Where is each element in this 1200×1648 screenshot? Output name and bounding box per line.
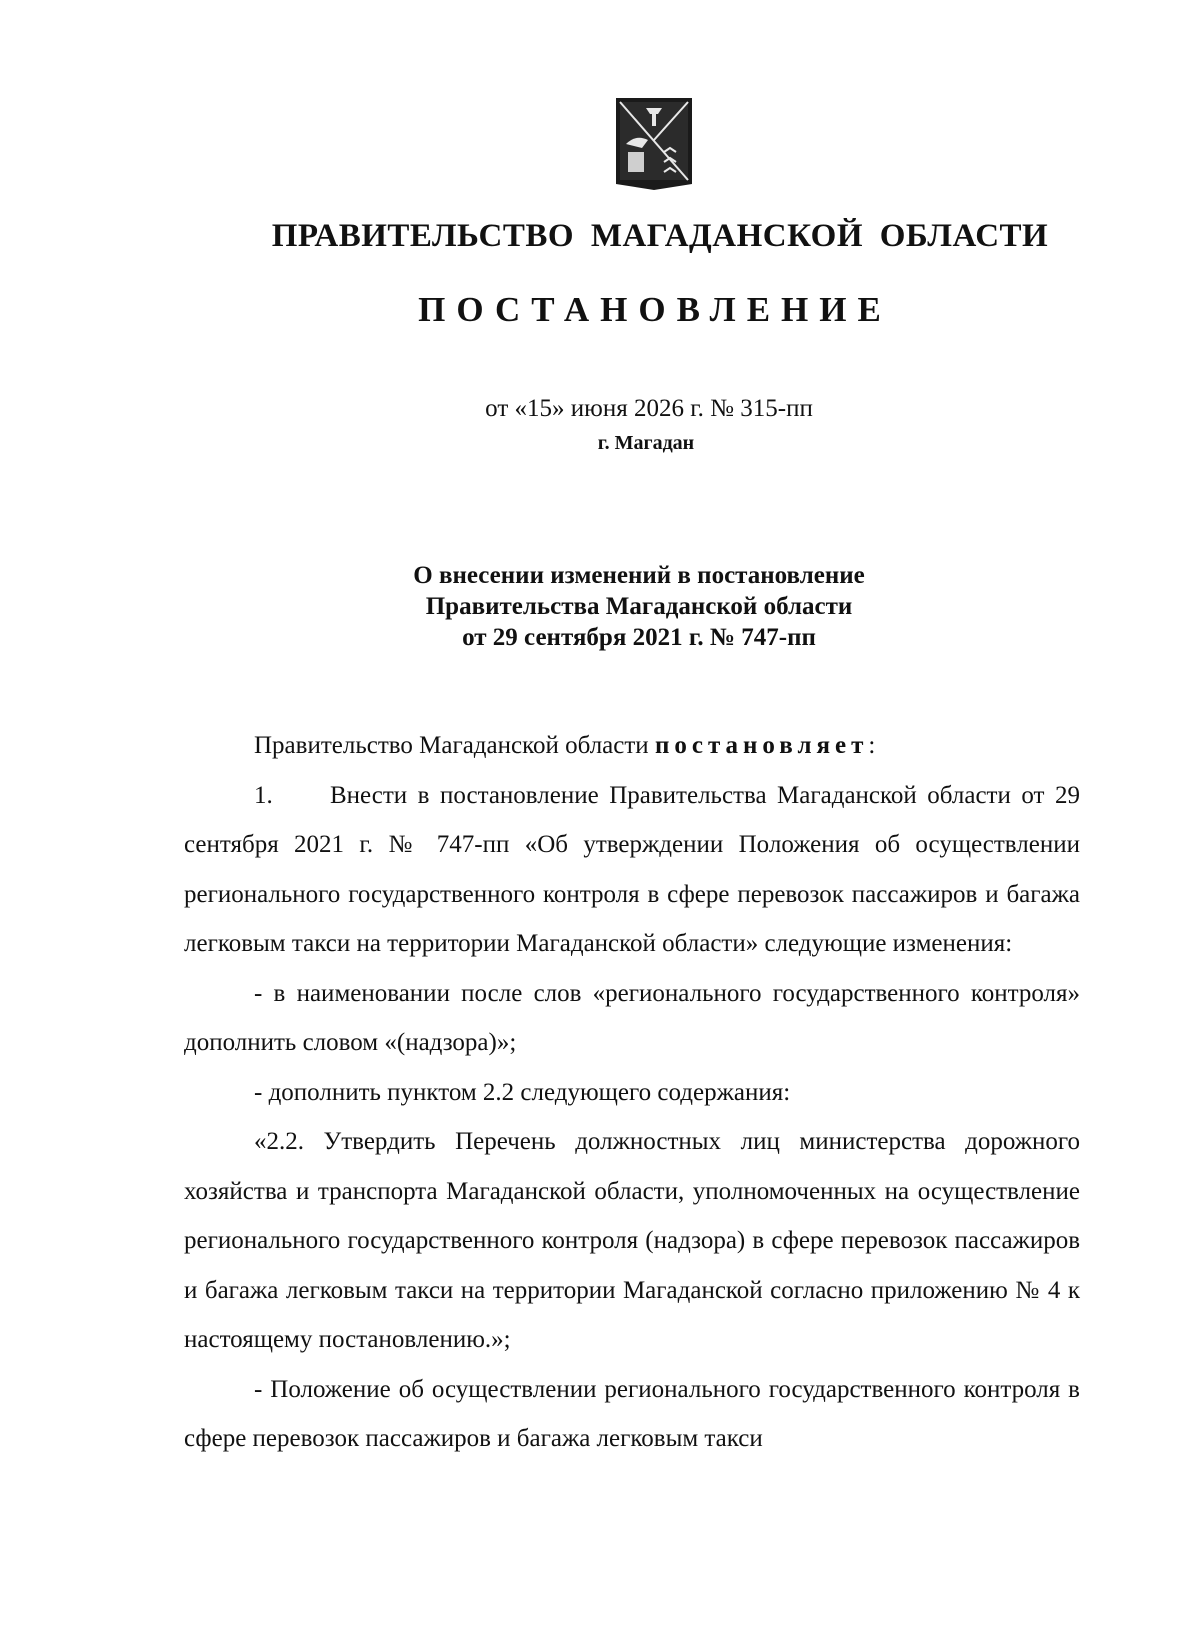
coat-of-arms-emblem [614, 96, 694, 192]
preamble-colon: : [868, 732, 876, 759]
item-text: Внести в постановление Правительства Магаданской области от 29 сентября 2021 г. № 747-пп «Об утверждении Положения об осуществлении регионального государственного контроля в сфере перевозок пассажиров и багажа легковым такси на территории Магаданской области» следующие изменения: [184, 781, 1080, 957]
subject-line: Правительства Магаданской области [425, 593, 853, 620]
item-paragraph [184, 771, 1080, 969]
document-date-number: от «15» июня 2026 г. № 315-пп [485, 395, 813, 422]
organization-title: ПРАВИТЕЛЬСТВО МАГАДАНСКОЙ ОБЛАСТИ [271, 218, 1049, 254]
item-number: 1. [254, 781, 273, 809]
subject-line: от 29 сентября 2021 г. № 747-пп [462, 624, 816, 651]
preamble-text: Правительство Магаданской области [254, 732, 655, 759]
change-paragraph: - дополнить пунктом 2.2 следующего содержания: [254, 1078, 791, 1106]
subject-line: О внесении изменений в постановление [413, 562, 865, 589]
document-subject [0, 560, 1200, 653]
document-type: ПОСТАНОВЛЕНИЕ [418, 290, 892, 329]
change-paragraph: - в наименовании после слов «регионального государственного контроля» дополнить словом «(надзора)»; [184, 979, 1080, 1056]
point-paragraph: «2.2. Утвердить Перечень должностных лиц министерства дорожного хозяйства и транспорта Магаданской области, уполномоченных на осуществление регионального государственного контроля (надзора) в сфере перевозок пассажиров и багажа легковым такси на территории Магаданской согласно приложению № 4 к настоящему постановлению.»; [184, 1128, 1080, 1353]
preamble-verb: постановляет [654, 732, 869, 759]
preamble-paragraph [184, 721, 1080, 771]
document-city: г. Магадан [597, 432, 695, 454]
change-paragraph: - Положение об осуществлении регионального государственного контроля в сфере перевозок пассажиров и багажа легковым такси [184, 1375, 1080, 1452]
document-body [184, 721, 1080, 1464]
